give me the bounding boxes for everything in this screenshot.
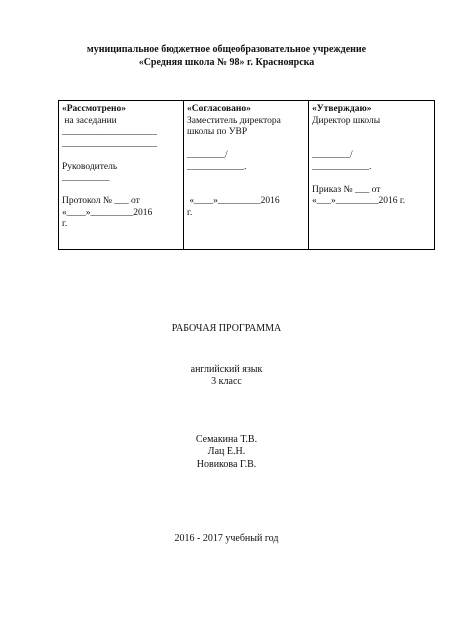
agreed-cell (184, 101, 309, 250)
author-name: Семакина Т.В. (195, 434, 258, 445)
agreed-line: «____»_________2016 (187, 196, 280, 206)
author-name: Новикова Г.В. (196, 459, 257, 470)
approved-title: «Утверждаю» (312, 104, 372, 114)
considered-title: «Рассмотрено» (62, 104, 126, 114)
considered-line: на заседании (62, 115, 117, 126)
considered-line: ____________________ (62, 138, 157, 149)
considered-cell (59, 101, 184, 250)
approval-table (58, 100, 435, 250)
considered-line: ____________________ (62, 127, 157, 137)
author-name: Лац Е.Н. (207, 446, 246, 457)
approved-line: ________/ (312, 150, 353, 160)
school-name-line2: «Средняя школа № 98» г. Красноярска (138, 57, 315, 68)
considered-line: __________ (62, 173, 110, 183)
agreed-line: школы по УВР (187, 127, 248, 137)
program-title: РАБОЧАЯ ПРОГРАММА (171, 323, 282, 334)
approved-line (312, 139, 431, 151)
considered-line (62, 150, 180, 162)
agreed-line (187, 173, 305, 185)
agreed-title: «Согласовано» (187, 104, 251, 114)
considered-line: «____»_________2016 (62, 207, 153, 218)
approved-line: «___»_________2016 г. (312, 196, 406, 206)
approved-line (312, 173, 431, 185)
agreed-line: Заместитель директора (187, 115, 281, 126)
agreed-line (187, 185, 305, 197)
grade: 3 класс (211, 376, 242, 387)
considered-line: Руководитель (62, 161, 118, 172)
approved-cell (309, 101, 435, 250)
agreed-line: ________/ (187, 150, 228, 160)
agreed-line: г. (187, 207, 193, 218)
agreed-line (187, 139, 305, 151)
agreed-line: ____________. (187, 161, 247, 172)
school-name-line1: муниципальное бюджетное общеобразовательное учреждение (86, 44, 367, 55)
considered-line: г. (62, 219, 68, 229)
academic-year: 2016 - 2017 учебный год (174, 533, 279, 544)
approved-line: ____________. (312, 161, 372, 172)
considered-line (62, 185, 180, 197)
approved-line: Директор школы (312, 115, 381, 126)
approved-line (312, 127, 431, 139)
approved-line: Приказ № ___ от (312, 184, 381, 195)
subject: английский язык (190, 364, 263, 375)
considered-line: Протокол № ___ от (62, 196, 140, 206)
